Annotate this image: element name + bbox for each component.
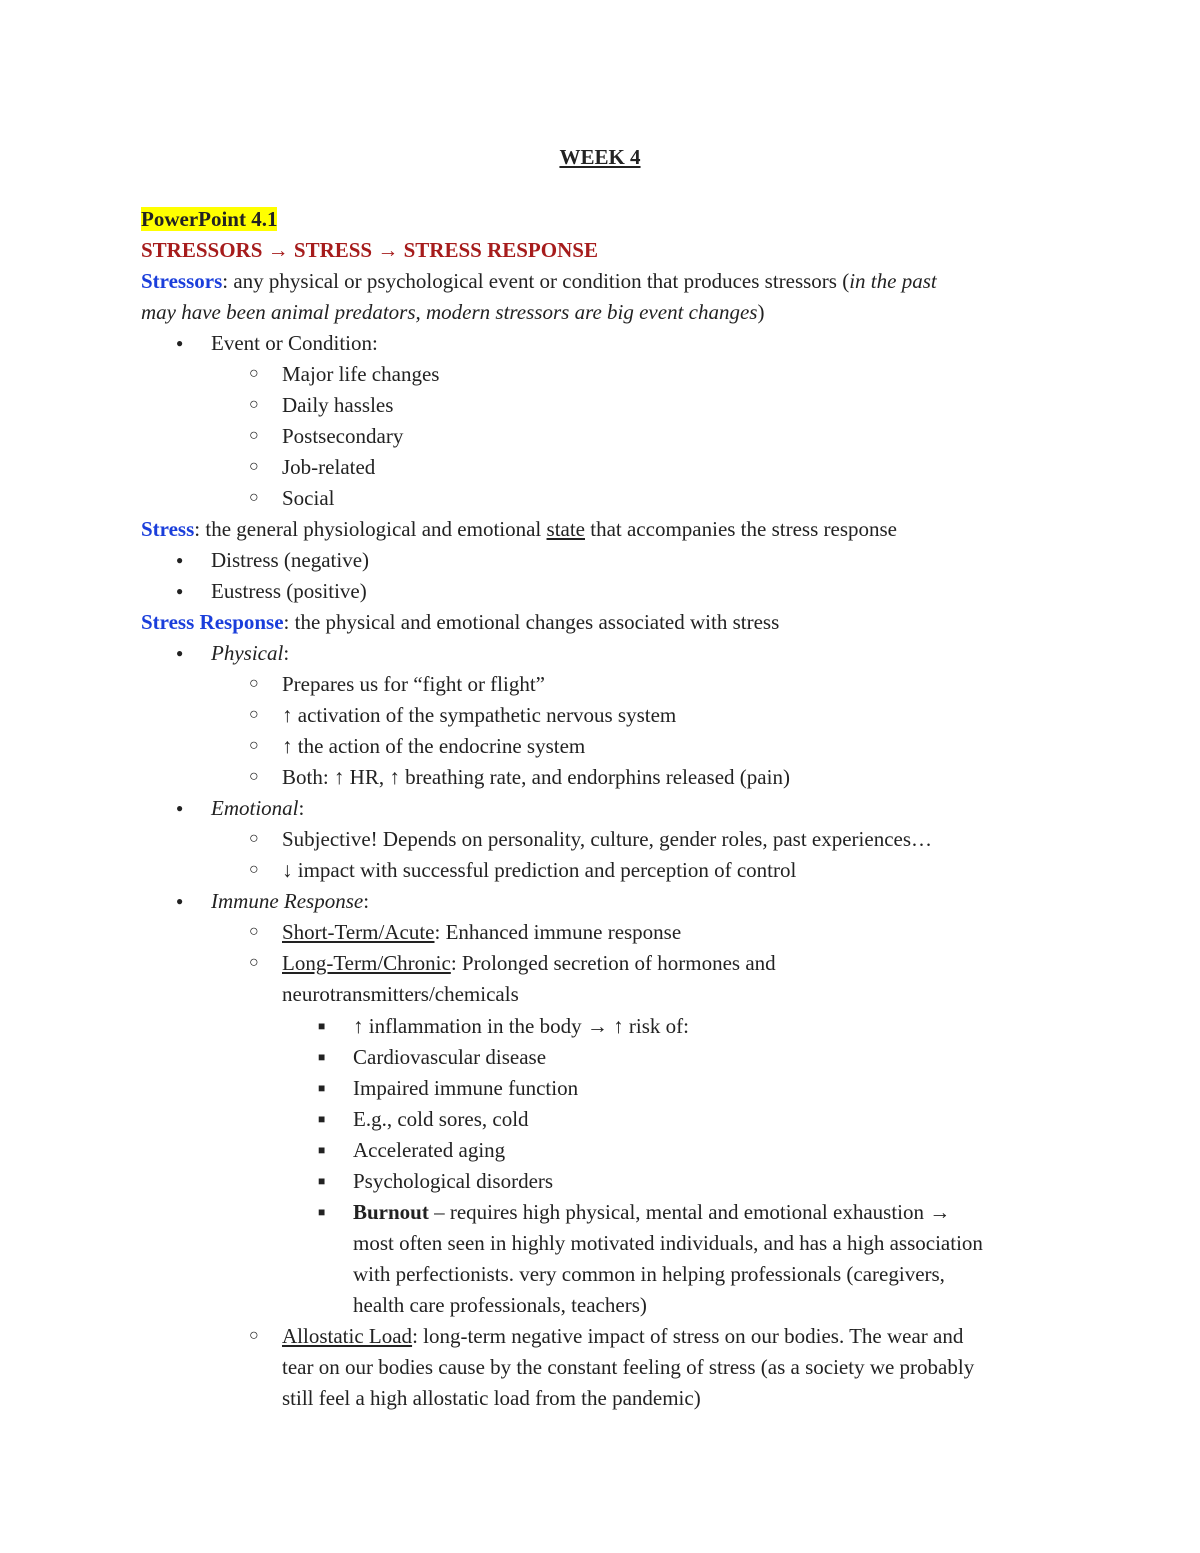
square-bullet-icon: ■ [318, 1174, 326, 1188]
emotional-label: Emotional [211, 796, 299, 820]
list-item: Job-related [282, 455, 376, 479]
short-term-label: Short-Term/Acute [282, 920, 435, 944]
list-item: Distress (negative) [211, 548, 370, 572]
stressors-def-close: ) [757, 300, 765, 324]
list-item: Subjective! Depends on personality, culture, gender roles, past experiences… [282, 827, 933, 851]
list-item: ↑ the action of the endocrine system [282, 734, 586, 758]
event-label: Event or Condition: [211, 331, 378, 355]
stress-definition [141, 515, 897, 543]
long-term-text-1: : Prolonged secretion of hormones and [450, 951, 776, 975]
list-item: Accelerated aging [353, 1138, 506, 1162]
short-term-text: : Enhanced immune response [434, 920, 682, 944]
burnout-text-1: – requires high physical, mental and emotional exhaustion → [428, 1200, 951, 1224]
immune-heading: Immune Response: [211, 889, 370, 913]
circle-bullet-icon: ○ [249, 1327, 259, 1344]
allostatic-line-1 [282, 1322, 963, 1350]
circle-bullet-icon: ○ [249, 768, 259, 785]
circle-bullet-icon: ○ [249, 365, 259, 382]
circle-bullet-icon: ○ [249, 923, 259, 940]
stress-response-definition [141, 608, 779, 636]
stress-def-underlined: state [546, 517, 585, 541]
bullet-icon: ● [176, 894, 184, 908]
stressors-term: Stressors [141, 269, 223, 293]
long-term-item-line-1 [282, 949, 776, 977]
stress-response-term: Stress Response [141, 610, 284, 634]
bullet-icon: ● [176, 646, 184, 660]
list-item: Psychological disorders [353, 1169, 554, 1193]
stress-flow-heading: STRESSORS → STRESS → STRESS RESPONSE [141, 238, 598, 262]
square-bullet-icon: ■ [318, 1050, 326, 1064]
bullet-icon: ● [176, 801, 184, 815]
burnout-line-1 [353, 1198, 950, 1226]
stressors-definition-line-1 [141, 267, 937, 295]
list-item: ↑ inflammation in the body → ↑ risk of: [353, 1014, 689, 1038]
long-term-item-line-2: neurotransmitters/chemicals [282, 982, 519, 1006]
allostatic-line-3: still feel a high allostatic load from the pandemic) [282, 1386, 701, 1410]
stressors-definition-line-2 [141, 298, 764, 326]
burnout-line-3: with perfectionists. very common in helping professionals (caregivers, [353, 1262, 945, 1286]
circle-bullet-icon: ○ [249, 861, 259, 878]
bullet-icon: ● [176, 584, 184, 598]
list-item: E.g., cold sores, cold [353, 1107, 529, 1131]
bullet-icon: ● [176, 336, 184, 350]
square-bullet-icon: ■ [318, 1205, 326, 1219]
list-item: Prepares us for “fight or flight” [282, 672, 546, 696]
burnout-line-2: most often seen in highly motivated individuals, and has a high association [353, 1231, 983, 1255]
stress-term: Stress [141, 517, 195, 541]
list-item: Both: ↑ HR, ↑ breathing rate, and endorphins released (pain) [282, 765, 790, 789]
circle-bullet-icon: ○ [249, 427, 259, 444]
page-title: WEEK 4 [559, 145, 641, 169]
allostatic-text-1: : long-term negative impact of stress on our bodies. The wear and [412, 1324, 964, 1348]
section-highlight: PowerPoint 4.1 [141, 207, 278, 231]
stressors-def: : any physical or psychological event or condition that produces stressors ( [222, 269, 850, 293]
allostatic-line-2: tear on our bodies cause by the constant feeling of stress (as a society we probably [282, 1355, 975, 1379]
circle-bullet-icon: ○ [249, 675, 259, 692]
stress-response-def: : the physical and emotional changes associated with stress [283, 610, 780, 634]
stress-def-post: that accompanies the stress response [585, 517, 897, 541]
burnout-label: Burnout [353, 1200, 429, 1224]
square-bullet-icon: ■ [318, 1019, 326, 1033]
circle-bullet-icon: ○ [249, 458, 259, 475]
emotional-heading: Emotional: [211, 796, 305, 820]
list-item: ↓ impact with successful prediction and perception of control [282, 858, 797, 882]
stress-def-pre: : the general physiological and emotional [194, 517, 547, 541]
list-item: Eustress (positive) [211, 579, 367, 603]
long-term-label: Long-Term/Chronic [282, 951, 451, 975]
circle-bullet-icon: ○ [249, 830, 259, 847]
list-item: Impaired immune function [353, 1076, 579, 1100]
circle-bullet-icon: ○ [249, 706, 259, 723]
square-bullet-icon: ■ [318, 1081, 326, 1095]
burnout-line-4: health care professionals, teachers) [353, 1293, 647, 1317]
circle-bullet-icon: ○ [249, 489, 259, 506]
square-bullet-icon: ■ [318, 1143, 326, 1157]
allostatic-label: Allostatic Load [282, 1324, 413, 1348]
stressors-def-italic-1: in the past [849, 269, 937, 293]
circle-bullet-icon: ○ [249, 737, 259, 754]
bullet-icon: ● [176, 553, 184, 567]
immune-label: Immune Response [211, 889, 364, 913]
list-item: Major life changes [282, 362, 440, 386]
section-heading [141, 205, 277, 233]
square-bullet-icon: ■ [318, 1112, 326, 1126]
short-term-item [282, 918, 681, 946]
list-item: Cardiovascular disease [353, 1045, 547, 1069]
circle-bullet-icon: ○ [249, 954, 259, 971]
stressors-def-italic-2: may have been animal predators, modern stressors are big event changes [141, 300, 758, 324]
list-item: Postsecondary [282, 424, 404, 448]
physical-label: Physical [211, 641, 284, 665]
list-item: ↑ activation of the sympathetic nervous system [282, 703, 677, 727]
list-item: Daily hassles [282, 393, 394, 417]
physical-heading: Physical: [211, 641, 290, 665]
circle-bullet-icon: ○ [249, 396, 259, 413]
list-item: Social [282, 486, 335, 510]
